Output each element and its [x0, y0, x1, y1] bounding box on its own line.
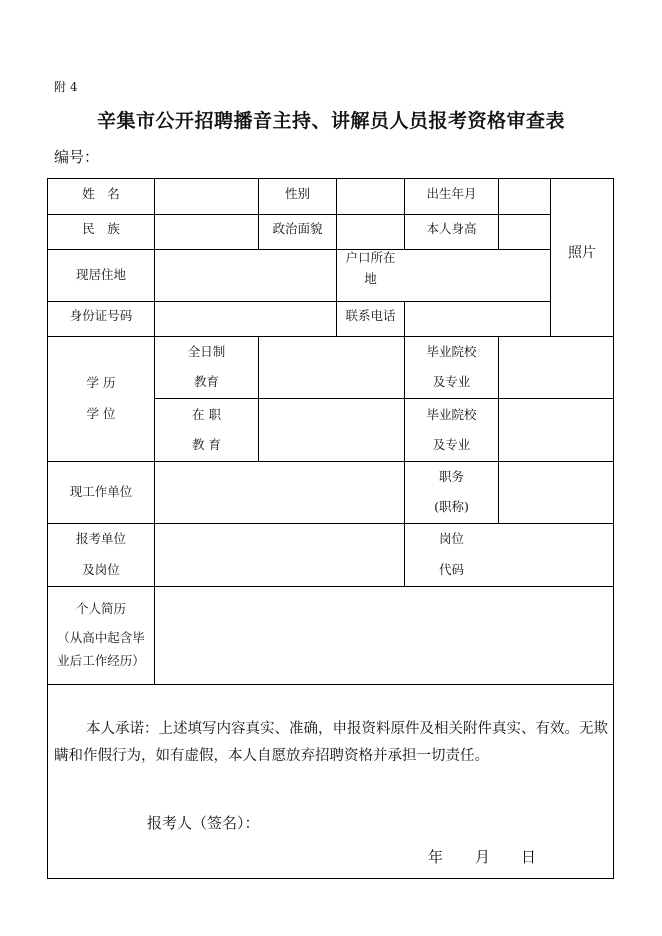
signature-label: 报考人（签名）： [147, 814, 260, 832]
photo-area[interactable] [551, 179, 613, 336]
fulltime-education-label [155, 336, 258, 398]
height-field[interactable] [499, 214, 550, 249]
job-title-label-line-2: (职称) [434, 499, 469, 514]
hukou-field[interactable] [405, 249, 550, 301]
photo-label: 照片 [568, 245, 596, 262]
post-code-label-line-2: 代码 [438, 561, 464, 577]
job-title-label [405, 461, 498, 523]
fulltime-education-field[interactable] [259, 336, 404, 398]
application-form-table [47, 178, 614, 879]
inservice-education-field[interactable] [259, 399, 404, 461]
date-month-label: 月 [475, 848, 491, 866]
resume-label-line-2: （从高中起含毕 [57, 630, 145, 645]
fulltime-school-label [405, 336, 498, 398]
resume-label-line-1: 个人简历 [75, 601, 126, 616]
birth-date-field[interactable] [499, 179, 550, 214]
serial-number-label: 编号： [54, 148, 100, 166]
ethnicity-field[interactable] [155, 214, 258, 249]
post-code-label-line-1: 岗位 [438, 531, 464, 547]
inservice-school-label [405, 399, 498, 461]
name-label: 姓 名 [82, 186, 120, 201]
hukou-label-line-1: 户口所在 [345, 250, 396, 265]
apply-label-line-2: 及岗位 [82, 561, 120, 577]
school2-label-line-2: 及专业 [432, 437, 471, 452]
apply-label-line-1: 报考单位 [75, 531, 126, 547]
residence-field[interactable] [155, 249, 336, 301]
row-divider [48, 684, 613, 685]
birth-date-label: 出生年月 [426, 186, 477, 201]
annex-label: 附 4 [54, 80, 78, 94]
fulltime-school-field[interactable] [499, 336, 613, 398]
resume-field[interactable] [155, 586, 613, 684]
ethnicity-label: 民 族 [82, 221, 120, 236]
employer-field[interactable] [155, 461, 404, 523]
inservice-label-line-1: 在 职 [192, 406, 221, 422]
apply-unit-label [48, 523, 154, 586]
job-title-label-line-1: 职务 [438, 468, 464, 484]
residence-label: 现居住地 [75, 266, 126, 282]
job-title-field[interactable] [499, 461, 613, 523]
inservice-education-label [155, 399, 258, 461]
form-title: 辛集市公开招聘播音主持、讲解员人员报考资格审查表 [96, 110, 565, 132]
phone-label: 联系电话 [345, 308, 396, 323]
employer-label: 现工作单位 [69, 483, 133, 499]
fulltime-label-line-2: 教育 [193, 374, 219, 389]
post-code-label [405, 523, 498, 586]
degree-label: 学 位 [86, 405, 116, 421]
resume-label-line-3: 业后工作经历） [57, 653, 145, 668]
fulltime-label-line-1: 全日制 [187, 343, 226, 359]
height-label: 本人身高 [426, 221, 477, 236]
resume-label [48, 586, 154, 684]
gender-field[interactable] [337, 179, 404, 214]
id-number-label: 身份证号码 [69, 308, 133, 323]
gender-label: 性别 [284, 186, 310, 201]
name-field[interactable] [155, 179, 258, 214]
political-status-field[interactable] [337, 214, 404, 249]
date-day-label: 日 [521, 848, 537, 866]
hukou-label [337, 249, 404, 301]
school2-label-line-1: 毕业院校 [426, 406, 477, 422]
school-label-line-2: 及专业 [432, 374, 471, 389]
political-status-label: 政治面貌 [272, 221, 323, 236]
inservice-label-line-2: 教 育 [192, 437, 221, 452]
hukou-label-line-2: 地 [364, 271, 377, 287]
education-degree-label [48, 336, 154, 461]
date-year-label: 年 [428, 848, 444, 866]
id-number-field[interactable] [155, 301, 336, 336]
apply-unit-field[interactable] [155, 523, 404, 586]
post-code-field[interactable] [499, 523, 613, 586]
school-label-line-1: 毕业院校 [426, 343, 477, 359]
education-label: 学 历 [86, 375, 116, 391]
phone-field[interactable] [405, 301, 550, 336]
pledge-text: 本人承诺：上述填写内容真实、准确，申报资料原件及相关附件真实、有效。无欺瞒和作假行为，如有虚假，本人自愿放弃招聘资格并承担一切责任。 [54, 721, 608, 764]
inservice-school-field[interactable] [499, 399, 613, 461]
